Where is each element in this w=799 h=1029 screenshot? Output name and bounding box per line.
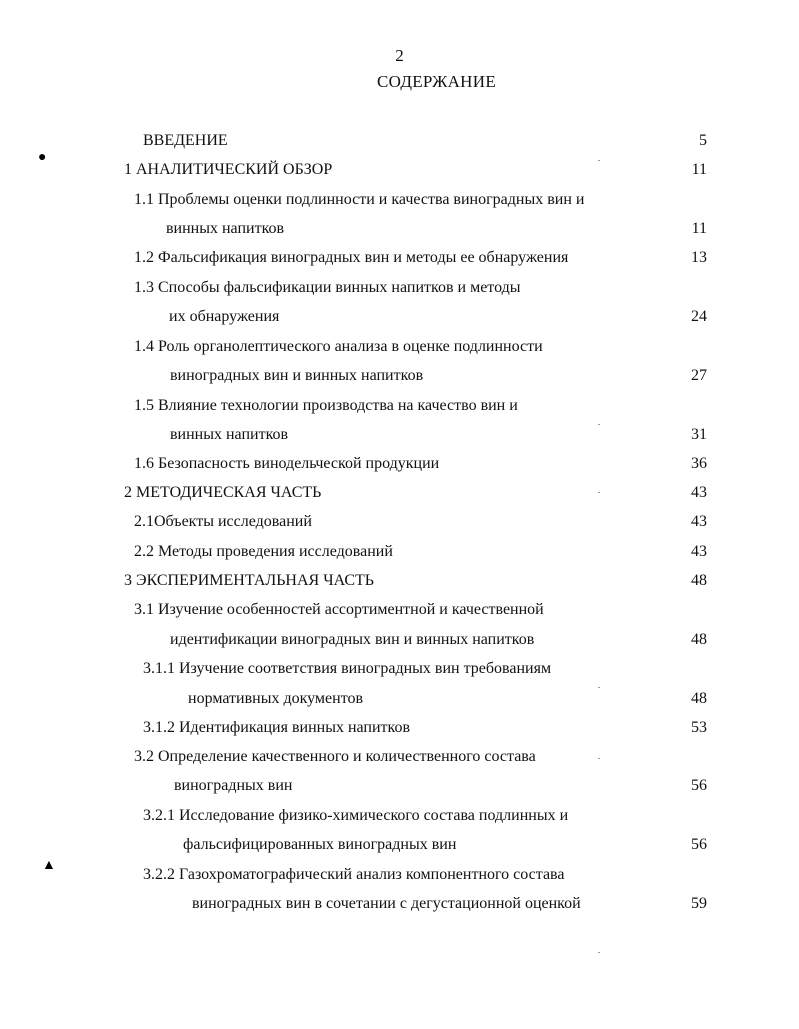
scan-speck-icon — [598, 424, 600, 425]
toc-entry-text: 3.2 Определение качественного и количественного состава — [134, 748, 536, 765]
toc-entry-text: 1 АНАЛИТИЧЕСКИЙ ОБЗОР — [124, 161, 333, 178]
toc-entry-text: идентификации виноградных вин и винных напитков — [170, 631, 535, 648]
toc-entry-1-3-cont — [0, 305, 799, 329]
toc-entry-page: 43 — [691, 543, 707, 560]
toc-entry-chapter-3 — [0, 569, 799, 593]
toc-entry-3-1-2 — [0, 716, 799, 740]
toc-entry-page: 48 — [691, 572, 707, 589]
toc-entry-text: 1.1 Проблемы оценки подлинности и качества виноградных вин и — [134, 191, 585, 208]
toc-entry-page: 48 — [691, 690, 707, 707]
toc-entry-page: 27 — [691, 367, 707, 384]
toc-entry-page: 53 — [691, 719, 707, 736]
toc-entry-text: винных напитков — [170, 426, 289, 443]
toc-entry-3-2-2 — [0, 863, 799, 887]
toc-entry-text: виноградных вин в сочетании с дегустационной оценкой — [192, 895, 581, 912]
toc-entry-page: 43 — [691, 484, 707, 501]
toc-entry-text: 1.6 Безопасность винодельческой продукции — [134, 455, 440, 472]
toc-entry-text: их обнаружения — [169, 308, 280, 325]
toc-entry-text: 2.2 Методы проведения исследований — [134, 543, 393, 560]
toc-entry-page: 13 — [691, 249, 707, 266]
toc-entry-text: 3.2.1 Исследование физико-химического состава подлинных и — [143, 807, 569, 824]
toc-entry-text: 2.1Объекты исследований — [134, 513, 312, 530]
scan-speck-icon — [598, 492, 600, 493]
toc-entry-page: 56 — [691, 836, 707, 853]
toc-entry-text: 3 ЭКСПЕРИМЕНТАЛЬНАЯ ЧАСТЬ — [124, 572, 374, 589]
toc-entry-text: 1.5 Влияние технологии производства на качество вин и — [134, 397, 518, 414]
toc-entry-text: виноградных вин и винных напитков — [170, 367, 424, 384]
toc-entry-page: 11 — [691, 220, 707, 237]
toc-entry-text: винных напитков — [166, 220, 285, 237]
toc-entry-text: нормативных документов — [188, 690, 364, 707]
toc-heading: СОДЕРЖАНИЕ — [376, 72, 497, 91]
toc-entry-1-5 — [0, 394, 799, 418]
scan-mark-icon: ● — [38, 150, 47, 165]
toc-entry-2-1 — [0, 510, 799, 534]
toc-entry-2-2 — [0, 540, 799, 564]
toc-entry-text: виноградных вин — [174, 777, 293, 794]
toc-entry-1-1-cont — [0, 217, 799, 241]
toc-entry-text: 3.2.2 Газохроматографический анализ компонентного состава — [143, 866, 565, 883]
toc-entry-page: 59 — [691, 895, 707, 912]
scan-mark-icon: ▲ — [42, 858, 56, 873]
toc-entry-1-4 — [0, 335, 799, 359]
toc-entry-page: 31 — [691, 426, 707, 443]
toc-entry-introduction — [0, 129, 799, 153]
toc-entry-1-1 — [0, 188, 799, 212]
toc-entry-text: 1.4 Роль органолептического анализа в оценке подлинности — [134, 338, 543, 355]
toc-entry-1-4-cont — [0, 364, 799, 388]
scan-speck-icon — [598, 687, 600, 688]
toc-entry-page: 5 — [699, 132, 707, 149]
toc-entry-page: 36 — [691, 455, 707, 472]
toc-entry-3-2-cont — [0, 774, 799, 798]
toc-entry-3-2-1 — [0, 804, 799, 828]
toc-entry-3-1-cont — [0, 628, 799, 652]
toc-entry-3-1-1 — [0, 657, 799, 681]
toc-entry-3-2-1-cont — [0, 833, 799, 857]
toc-entry-text: ВВЕДЕНИЕ — [143, 132, 228, 149]
toc-entry-text: 3.1 Изучение особенностей ассортиментной и качественной — [134, 601, 544, 618]
toc-entry-chapter-1 — [0, 158, 799, 182]
toc-entry-text: 1.3 Способы фальсификации винных напитков и методы — [134, 279, 521, 296]
toc-entry-page: 56 — [691, 777, 707, 794]
toc-entry-chapter-2 — [0, 481, 799, 505]
toc-entry-text: 2 МЕТОДИЧЕСКАЯ ЧАСТЬ — [124, 484, 322, 501]
toc-entry-text: 3.1.2 Идентификация винных напитков — [143, 719, 411, 736]
toc-entry-1-2 — [0, 246, 799, 270]
toc-entry-3-2-2-cont — [0, 892, 799, 916]
scan-speck-icon — [598, 758, 600, 759]
toc-entry-page: 11 — [691, 161, 707, 178]
page-number: 2 — [395, 46, 404, 65]
toc-entry-text: 3.1.1 Изучение соответствия виноградных вин требованиям — [143, 660, 552, 677]
toc-entry-1-5-cont — [0, 423, 799, 447]
scan-speck-icon — [598, 160, 600, 161]
toc-entry-text: фальсифицированных виноградных вин — [183, 836, 457, 853]
toc-entry-1-3 — [0, 276, 799, 300]
toc-entry-3-2 — [0, 745, 799, 769]
toc-entry-3-1-1-cont — [0, 687, 799, 711]
toc-entry-text: 1.2 Фальсификация виноградных вин и методы ее обнаружения — [134, 249, 569, 266]
scan-speck-icon — [598, 952, 600, 953]
toc-entry-page: 24 — [691, 308, 707, 325]
toc-entry-page: 48 — [691, 631, 707, 648]
toc-entry-page: 43 — [691, 513, 707, 530]
toc-entry-3-1 — [0, 598, 799, 622]
toc-entry-1-6 — [0, 452, 799, 476]
